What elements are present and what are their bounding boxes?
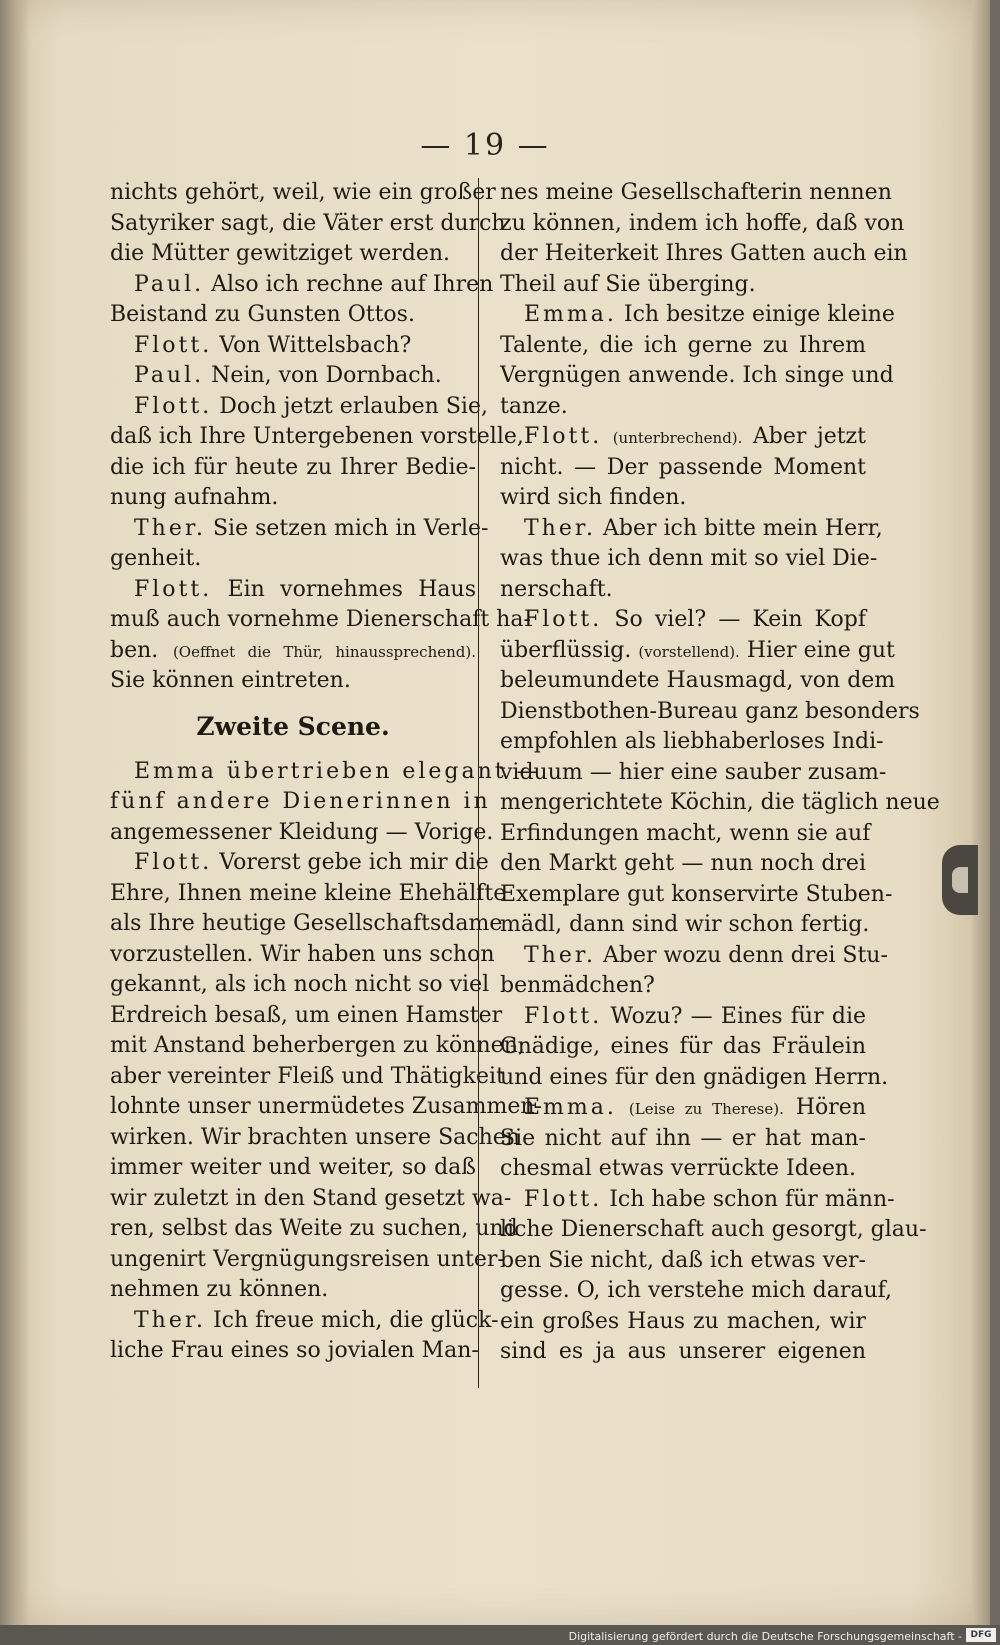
- line-text: nung aufnahm.: [110, 485, 279, 510]
- line-text: Von Wittelsbach?: [219, 332, 412, 358]
- line-text: nehmen zu können.: [110, 1277, 329, 1302]
- text-line: [110, 544, 476, 575]
- text-line: [110, 1245, 505, 1276]
- text-line: [500, 483, 866, 514]
- book-spine-shadow: [0, 0, 30, 1625]
- line-text: liche Frau eines so jovialen Man-: [110, 1338, 479, 1363]
- line-text: Ich freue mich, die glück-: [212, 1307, 499, 1333]
- text-line: [110, 422, 524, 453]
- line-text: sind es ja aus unserer eigenen: [500, 1339, 866, 1364]
- text-line: [500, 361, 894, 392]
- speaker-name: Emma.: [524, 1095, 617, 1120]
- text-line: [110, 331, 476, 362]
- line-text: mädl, dann sind wir schon fertig.: [500, 912, 870, 937]
- text-line: [110, 1153, 476, 1184]
- text-line: [500, 880, 893, 911]
- text-line: [110, 178, 496, 209]
- line-text: der Heiterkeit Ihres Gatten auch ein: [500, 241, 908, 266]
- line-text: Erdreich besaß, um einen Hamster: [110, 1002, 503, 1028]
- text-line: [500, 1093, 866, 1124]
- line-text: Vergnügen anwende. Ich singe und: [500, 363, 894, 388]
- text-line: [500, 666, 896, 697]
- line-text: was thue ich denn mit so viel Die-: [500, 546, 878, 571]
- line-text: überflüssig.: [500, 637, 632, 663]
- text-line: [500, 331, 866, 362]
- line-text: Beistand zu Gunsten Ottos.: [110, 302, 415, 327]
- text-line: [110, 1001, 503, 1032]
- line-text: ren, selbst das Weite zu suchen, und: [110, 1216, 518, 1241]
- text-line: [500, 575, 866, 606]
- line-text: den Markt geht — nun noch drei: [500, 851, 866, 876]
- text-line: [500, 758, 887, 789]
- text-line: [500, 910, 870, 941]
- text-line: [500, 514, 883, 545]
- text-line: [110, 848, 489, 879]
- line-text: ein großes Haus zu machen, wir: [500, 1308, 866, 1334]
- line-text: Aber ich bitte mein Herr,: [602, 515, 883, 541]
- line-text: tanze.: [500, 393, 568, 419]
- line-text: die Mütter gewitziget werden.: [110, 241, 451, 266]
- line-text: und eines für den gnädigen Herrn.: [500, 1064, 889, 1090]
- text-line: [500, 300, 895, 331]
- page-tab-marker: [942, 845, 978, 915]
- footer-credit: Digitalisierung gefördert durch die Deutsche Forschungsgemeinschaft -: [568, 1630, 962, 1643]
- speaker-name: Flott.: [524, 607, 603, 632]
- stage-direction: (Leise zu Therese).: [628, 1100, 784, 1118]
- line-text: aber vereinter Fleiß und Thätigkeit: [110, 1063, 505, 1089]
- text-line: [110, 514, 489, 545]
- line-text: beleumundete Hausmagd, von dem: [500, 668, 896, 693]
- speaker-name: Flott.: [524, 1003, 603, 1029]
- line-text: nicht. — Der passende Moment: [500, 454, 866, 480]
- line-text: Aber wozu denn drei Stu-: [602, 942, 888, 968]
- page-number: — 19 —: [420, 128, 550, 163]
- line-text: daß ich Ihre Untergebenen vorstelle,: [110, 424, 524, 449]
- text-line: [110, 909, 503, 940]
- scene-heading: Zweite Scene.: [196, 711, 390, 741]
- text-line: [110, 453, 476, 484]
- text-line: [500, 1154, 866, 1185]
- line-text: Emma übertrieben elegant —: [134, 758, 542, 784]
- speaker-name: Flott.: [134, 332, 213, 358]
- text-line: [500, 1307, 866, 1338]
- line-text: nichts gehört, weil, wie ein großer: [110, 180, 496, 205]
- speaker-name: Flott.: [524, 424, 603, 449]
- line-text: Hören: [795, 1095, 866, 1120]
- speaker-name: Flott.: [134, 576, 213, 602]
- line-text: ungenirt Vergnügungsreisen unter-: [110, 1246, 505, 1272]
- line-text: Theil auf Sie überging.: [500, 271, 756, 297]
- text-line: [110, 1031, 526, 1062]
- page-edge: [972, 0, 990, 1625]
- text-line: [110, 1336, 479, 1367]
- line-text: Ein vornehmes Haus: [227, 576, 476, 602]
- text-line: [500, 941, 888, 972]
- text-line: [500, 453, 866, 484]
- line-text: Doch jetzt erlauben Sie,: [219, 393, 488, 419]
- text-line: [500, 849, 866, 880]
- stage-direction: (unterbrechend).: [612, 429, 743, 447]
- text-line: [500, 1246, 866, 1277]
- line-text: Ehre, Ihnen meine kleine Ehehälfte: [110, 880, 507, 906]
- text-line: [500, 422, 866, 453]
- text-line: [110, 361, 476, 392]
- text-line: [110, 879, 507, 910]
- text-line: [110, 1306, 499, 1337]
- line-text: Nein, von Dornbach.: [211, 363, 442, 388]
- line-text: ben.: [110, 637, 159, 663]
- text-line: [110, 1123, 520, 1154]
- line-text: vorzustellen. Wir haben uns schon: [110, 941, 495, 967]
- text-line: [110, 239, 476, 270]
- text-line: [110, 575, 476, 606]
- text-line: [500, 209, 905, 240]
- right-text-column: [500, 178, 940, 1368]
- text-line: [110, 392, 488, 423]
- speaker-name: Flott.: [134, 393, 213, 419]
- line-text: Sie nicht auf ihn — er hat man-: [500, 1125, 866, 1151]
- text-line: [500, 788, 940, 819]
- text-line: [110, 1275, 476, 1306]
- line-text: Wozu? — Eines für die: [610, 1003, 866, 1029]
- line-text: Satyriker sagt, die Väter erst durch: [110, 210, 506, 236]
- text-line: [500, 697, 920, 728]
- text-line: [110, 787, 491, 818]
- text-line: [500, 1337, 866, 1368]
- text-line: [110, 1062, 505, 1093]
- text-line: [500, 270, 866, 301]
- line-text: wirken. Wir brachten unsere Sachen: [110, 1124, 520, 1150]
- line-text: mengerichtete Köchin, die täglich neue: [500, 790, 940, 815]
- text-line: [500, 1124, 866, 1155]
- line-text: Also ich rechne auf Ihren: [211, 271, 494, 297]
- line-text: Talente, die ich gerne zu Ihrem: [500, 332, 866, 358]
- line-text: Exemplare gut konservirte Stuben-: [500, 881, 893, 907]
- line-text: lohnte unser unermüdetes Zusammen-: [110, 1094, 542, 1119]
- text-line: [500, 971, 866, 1002]
- stage-direction: (vorstellend).: [638, 642, 740, 661]
- speaker-name: Ther.: [524, 942, 596, 968]
- stage-direction: (Oeffnet die Thür, hinaussprechend).: [172, 642, 476, 661]
- line-text: benmädchen?: [500, 973, 655, 998]
- line-text: Sie setzen mich in Verle-: [212, 515, 489, 541]
- line-text: nes meine Gesellschafterin nennen: [500, 180, 892, 205]
- text-line: [500, 178, 892, 209]
- speaker-name: Paul.: [134, 363, 205, 388]
- text-line: [110, 1092, 542, 1123]
- line-text: Erfindungen macht, wenn sie auf: [500, 820, 871, 846]
- line-text: angemessener Kleidung — Vorige.: [110, 819, 494, 845]
- line-text: wir zuletzt in den Stand gesetzt wa-: [110, 1185, 512, 1211]
- line-text: immer weiter und weiter, so daß: [110, 1155, 476, 1180]
- line-text: muß auch vornehme Dienerschaft ha-: [110, 607, 531, 632]
- line-text: Sie können eintreten.: [110, 668, 351, 693]
- line-text: fünf andere Dienerinnen in: [110, 789, 491, 814]
- line-text: chesmal etwas verrückte Ideen.: [500, 1156, 857, 1181]
- line-text: als Ihre heutige Gesellschaftsdame: [110, 911, 503, 936]
- text-line: [500, 819, 871, 850]
- line-text: Dienstbothen-Bureau ganz besonders: [500, 698, 920, 724]
- line-text: zu können, indem ich hoffe, daß von: [500, 210, 905, 236]
- text-line: [500, 1032, 866, 1063]
- line-text: viduum — hier eine sauber zusam-: [500, 759, 887, 785]
- text-line: [110, 818, 494, 849]
- text-line: [500, 239, 908, 270]
- text-line: [110, 666, 476, 697]
- line-text: Ich habe schon für männ-: [609, 1186, 895, 1212]
- speaker-name: Flott.: [134, 850, 213, 875]
- text-line: [110, 1214, 518, 1245]
- dfg-logo: DFG: [966, 1628, 996, 1642]
- line-text-tail: Hier eine gut: [746, 637, 895, 663]
- text-line: [500, 1185, 895, 1216]
- text-line: [110, 940, 495, 971]
- text-line: [110, 270, 494, 301]
- text-line: [500, 605, 866, 636]
- text-line: [110, 300, 476, 331]
- digitization-footer: [0, 1625, 1000, 1645]
- speaker-name: Emma.: [524, 302, 617, 327]
- column-divider: [478, 178, 479, 1388]
- text-line: [500, 1002, 866, 1033]
- text-line: [110, 757, 542, 788]
- line-text: gekannt, als ich noch nicht so viel: [110, 972, 490, 997]
- speaker-name: Flott.: [524, 1186, 603, 1212]
- text-line: [500, 1063, 889, 1094]
- speaker-name: Paul.: [134, 271, 205, 297]
- line-text: genheit.: [110, 546, 202, 571]
- text-line: [110, 209, 506, 240]
- text-line: [500, 1215, 927, 1246]
- line-text: So viel? — Kein Kopf: [614, 607, 866, 632]
- speaker-name: Ther.: [134, 515, 206, 541]
- speaker-name: Ther.: [134, 1307, 206, 1333]
- text-line: [500, 392, 866, 423]
- line-text: mit Anstand beherbergen zu können;: [110, 1033, 526, 1058]
- text-line: [500, 544, 878, 575]
- line-text: gesse. O, ich verstehe mich darauf,: [500, 1278, 892, 1303]
- line-text: die ich für heute zu Ihrer Bedie-: [110, 454, 476, 480]
- line-text: liche Dienerschaft auch gesorgt, glau-: [500, 1217, 927, 1242]
- text-line: [110, 605, 531, 636]
- line-text: wird sich finden.: [500, 485, 687, 510]
- text-line: [110, 1184, 512, 1215]
- line-text: empfohlen als liebhaberloses Indi-: [500, 729, 884, 754]
- text-line: [110, 636, 476, 667]
- line-text: ben Sie nicht, daß ich etwas ver-: [500, 1247, 866, 1273]
- text-line: [500, 636, 895, 667]
- line-text: Vorerst gebe ich mir die: [219, 850, 489, 875]
- speaker-name: Ther.: [524, 515, 596, 541]
- line-text: Gnädige, eines für das Fräulein: [500, 1034, 866, 1059]
- line-text: Ich besitze einige kleine: [623, 302, 895, 327]
- text-line: [110, 970, 490, 1001]
- text-line: [110, 483, 476, 514]
- line-text: Aber jetzt: [752, 424, 866, 449]
- line-text: nerschaft.: [500, 576, 613, 602]
- text-line: [500, 727, 884, 758]
- text-line: [500, 1276, 892, 1307]
